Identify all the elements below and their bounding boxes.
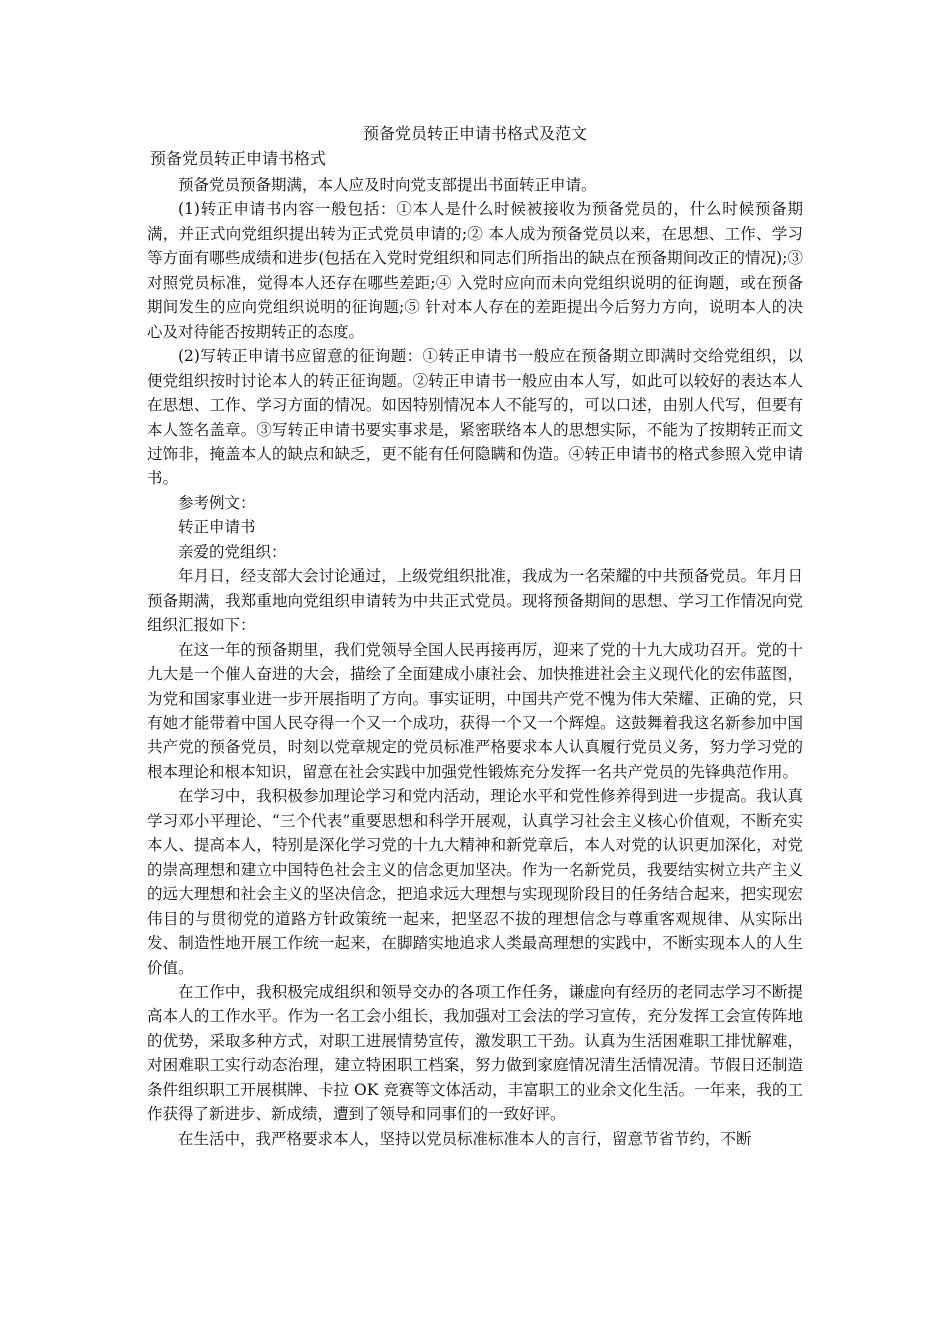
document-body <box>147 173 803 1151</box>
paragraph-opening: 年月日，经支部大会讨论通过，上级党组织批准，我成为一名荣耀的中共预备党员。年月日预备期满，我郑重地向党组织申请转为中共正式党员。现将预备期间的思想、学习工作情况向党组织汇报如下： <box>147 567 803 635</box>
paragraph-example-title: 转正申请书 <box>178 518 256 537</box>
paragraph-writing-notes: (2)写转正申请书应留意的征询题：①转正申请书一般应在预备期立即满时交给党组织，以便党组织按时讨论本人的转正征询题。②转正申请书一般应由本人写，如此可以较好的表达本人在思想、工作、学习方面的情况。如因特别情况本人不能写的，可以口述，由别人代写，但要有本人签名盖章。③写转正申请书要实事求是，紧密联络本人的思想实际，不能为了按期转正而文过饰非，掩盖本人的缺点和缺乏，更不能有任何隐瞒和伪造。④转正申请书的格式参照入党申请书。 <box>147 347 803 488</box>
section-heading: 预备党员转正申请书格式 <box>150 149 327 168</box>
paragraph-intro: 预备党员预备期满，本人应及时向党支部提出书面转正申请。 <box>178 176 597 194</box>
paragraph-life: 在生活中，我严格要求本人，坚持以党员标准标准本人的言行，留意节省节约，不断 <box>178 1129 752 1148</box>
paragraph-study: 在学习中，我积极参加理论学习和党内活动，理论水平和党性修养得到进一步提高。我认真学习邓小平理论、“三个代表”重要思想和科学开展观，认真学习社会主义核心价值观，不断充实本人、提高本人，特别是深化学习党的十九大精神和新党章后，本人对党的认识更加深化，对党的崇高理想和建立中国特色社会主义的信念更加坚决。作为一名新党员，我要结实树立共产主义的远大理想和社会主义的坚决信念，把追求远大理想与实现现阶段目的任务结合起来，把实现宏伟目的与贯彻党的道路方针政策统一起来，把坚忍不拔的理想信念与尊重客观规律、从实际出发、制造性地开展工作统一起来，在脚踏实地追求人类最高理想的实践中，不断实现本人的人生价值。 <box>147 787 803 977</box>
paragraph-salutation: 亲爱的党组织： <box>178 542 287 561</box>
paragraph-probation-year: 在这一年的预备期里，我们党领导全国人民再接再厉，迎来了党的十九大成功召开。党的十九大是一个催人奋进的大会，描绘了全面建成小康社会、加快推进社会主义现代化的宏伟蓝图，为党和国家事业进一步开展指明了方向。事实证明，中国共产党不愧为伟大荣耀、正确的党，只有她才能带着中国人民夺得一个又一个成功，获得一个又一个辉煌。这鼓舞着我这名新参加中国共产党的预备党员，时刻以党章规定的党员标准严格要求本人认真履行党员义务，努力学习党的根本理论和根本知识，留意在社会实践中加强党性锻炼充分发挥一名共产党员的先锋典范作用。 <box>147 640 803 781</box>
paragraph-work: 在工作中，我积极完成组织和领导交办的各项工作任务，谦虚向有经历的老同志学习不断提高本人的工作水平。作为一名工会小组长，我加强对工会法的学习宣传，充分发挥工会宣传阵地的优势，采取多种方式，对职工进展情势宣传，激发职工干劲。认真为生活困难职工排忧解难，对困难职工实行动态治理，建立特困职工档案，努力做到家庭情况清生活情况清。节假日还制造条件组织职工开展棋牌、卡拉 OK 竞赛等文体活动，丰富职工的业余文化生活。一年来，我的工作获得了新进步、新成绩，遭到了领导和同事们的一致好评。 <box>147 982 803 1124</box>
document-title: 预备党员转正申请书格式及范文 <box>362 124 587 143</box>
paragraph-content-requirements: (1)转正申请书内容一般包括：①本人是什么时候被接收为预备党员的，什么时候预备期满，并正式向党组织提出转为正式党员申请的;② 本人成为预备党员以来，在思想、工作、学习等方面有哪些成绩和进步(包括在入党时党组织和同志们所指出的缺点在预备期间改正的情况);③ 对照党员标准，觉得本人还存在哪些差距;④ 入党时应向而未向党组织说明的征询题，或在预备期间发生的应向党组织说明的征询题;⑤ 针对本人存在的差距提出今后努力方向，说明本人的决心及对待能否按期转正的态度。 <box>147 200 803 341</box>
paragraph-example-label: 参考例文： <box>178 493 256 512</box>
